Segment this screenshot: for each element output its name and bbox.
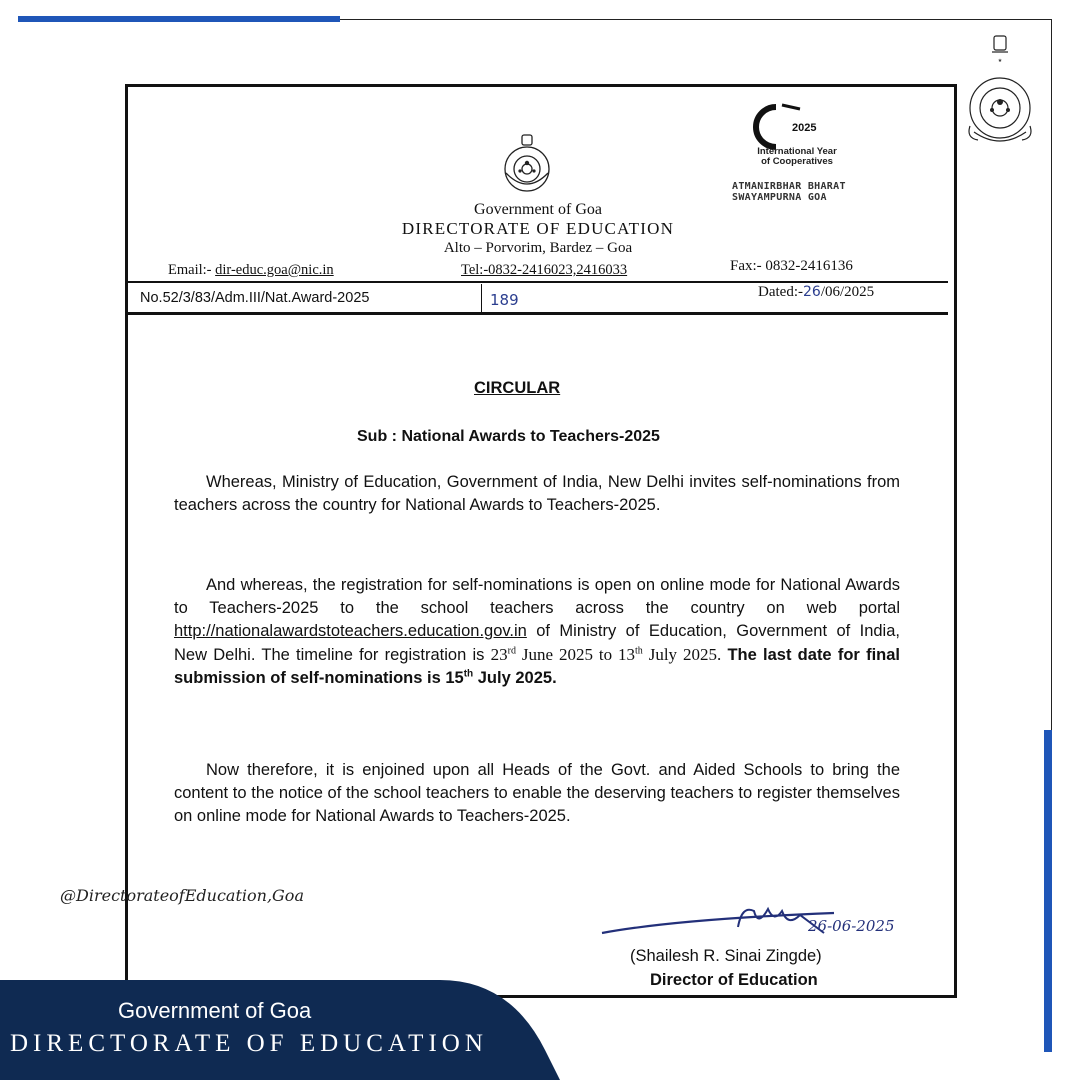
social-handle: @DirectorateofEducation,Goa bbox=[60, 886, 304, 905]
last-date-text: The last date for final submission of self-nominations is 15 bbox=[174, 646, 901, 687]
reference-handwritten: 189 bbox=[490, 291, 519, 309]
start-month: June 2025 to bbox=[516, 645, 619, 664]
email-label: Email:- bbox=[168, 262, 212, 278]
signature-date: 26-06-2025 bbox=[808, 917, 895, 935]
paragraph-3-text: Now therefore, it is enjoined upon all Heads of the Govt. and Aided Schools to bring the content to the notice of the school teachers to enable the deserving teachers to register themselves on online mode for National Awards to Teachers-2025. bbox=[174, 761, 900, 825]
frame-top-line bbox=[340, 19, 1052, 20]
atm-line1: ATMANIRBHAR BHARAT bbox=[732, 181, 846, 192]
signature-icon bbox=[728, 897, 908, 945]
last-date-suffix: th bbox=[463, 668, 474, 680]
signatory-name: (Shailesh R. Sinai Zingde) bbox=[630, 947, 822, 965]
iyc-year: 2025 bbox=[792, 122, 817, 134]
dated-field bbox=[758, 284, 874, 301]
banner-directorate: DIRECTORATE OF EDUCATION bbox=[10, 1030, 488, 1057]
circular-title: CIRCULAR bbox=[474, 379, 561, 397]
paragraph-2-text-b: of Ministry of Education, Government of India, New Delhi. The timeline for registration is bbox=[174, 622, 900, 664]
signatory-title: Director of Education bbox=[650, 971, 818, 989]
header-rule bbox=[128, 281, 948, 283]
banner-govt: Government of Goa bbox=[118, 998, 312, 1023]
letterhead-email bbox=[168, 262, 334, 279]
letterhead-tel: Tel:-0832-2416023,2416033 bbox=[461, 262, 628, 278]
end-month: July 2025. bbox=[642, 645, 722, 664]
paragraph-2-text-a: And whereas, the registration for self-nominations is open on online mode for National Awards to Teachers-2025 to the school teachers across the country on web portal bbox=[174, 576, 900, 617]
end-day-suffix: th bbox=[635, 645, 643, 657]
letterhead-govt: Government of Goa bbox=[474, 201, 602, 218]
portal-link[interactable]: http://nationalawardstoteachers.education.gov.in bbox=[174, 622, 527, 640]
end-day: 13 bbox=[618, 645, 636, 664]
atm-line2: SWAYAMPURNA GOA bbox=[732, 192, 827, 203]
email-value[interactable]: dir-educ.goa@nic.in bbox=[215, 262, 334, 278]
goa-emblem-icon bbox=[498, 133, 556, 195]
svg-text:★: ★ bbox=[997, 58, 1003, 64]
iyc-line2: of Cooperatives bbox=[761, 156, 833, 167]
letterhead-address: Alto – Porvorim, Bardez – Goa bbox=[443, 240, 633, 256]
reference-number: No.52/3/83/Adm.III/Nat.Award-2025 bbox=[140, 290, 370, 306]
iyc-line1: International Year bbox=[757, 146, 837, 157]
letterhead-directorate: DIRECTORATE OF EDUCATION bbox=[401, 219, 675, 238]
goa-seal-icon bbox=[960, 28, 1040, 148]
paragraph-3 bbox=[174, 759, 900, 828]
atmanirbhar-caption bbox=[732, 181, 882, 203]
paragraph-1-text: Whereas, Ministry of Education, Government of India, New Delhi invites self-nominations from teachers across the country for National Awards to Teachers-2025. bbox=[174, 473, 900, 514]
iyc-caption bbox=[732, 147, 862, 167]
dated-handwritten: 26 bbox=[802, 284, 821, 300]
last-date-month: July 2025. bbox=[473, 669, 557, 687]
circular-subject: Sub : National Awards to Teachers-2025 bbox=[357, 428, 660, 445]
timeline-date-start bbox=[491, 645, 722, 664]
dated-label: Dated:- bbox=[758, 284, 803, 300]
header-rule-thick bbox=[128, 312, 948, 315]
letterhead-fax: Fax:- 0832-2416136 bbox=[730, 258, 853, 274]
frame-top-accent bbox=[18, 16, 340, 22]
frame-right-accent bbox=[1044, 730, 1052, 1052]
dated-rest: /06/2025 bbox=[820, 284, 875, 300]
circular-document bbox=[125, 84, 957, 998]
paragraph-1 bbox=[174, 471, 900, 517]
start-day-suffix: rd bbox=[507, 645, 516, 657]
paragraph-2 bbox=[174, 574, 900, 690]
start-day: 23 bbox=[490, 645, 508, 664]
frame-right-line bbox=[1051, 19, 1052, 731]
